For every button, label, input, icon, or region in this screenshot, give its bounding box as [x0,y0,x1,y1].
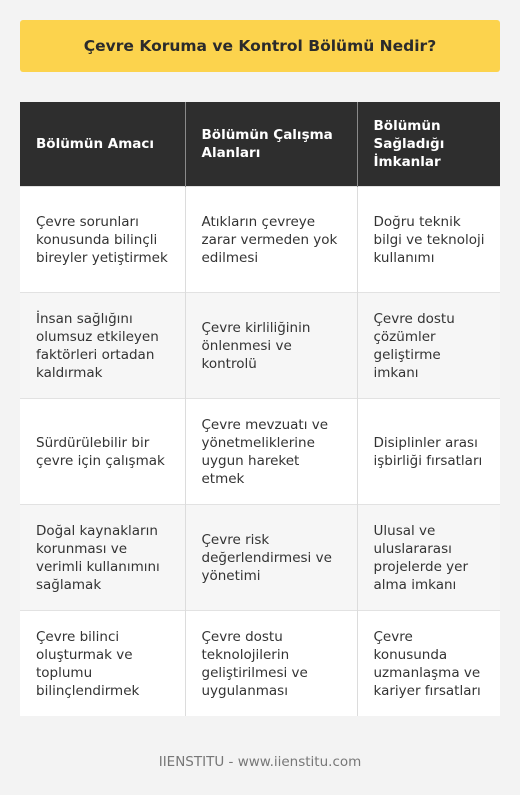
column-header-imkanlar: Bölümün Sağladığı İmkanlar [357,102,500,187]
column-header-amac: Bölümün Amacı [20,102,185,187]
table-cell: Disiplinler arası işbirliği fırsatları [357,399,500,505]
table-row [20,611,500,717]
table-row [20,187,500,293]
table-cell: Çevre kirliliğinin önlenmesi ve kontrolü [185,293,357,399]
table-cell: İnsan sağlığını olumsuz etkileyen faktörleri ortadan kaldırmak [20,293,185,399]
table-cell: Doğal kaynakların korunması ve verimli kullanımını sağlamak [20,505,185,611]
page-title: Çevre Koruma ve Kontrol Bölümü Nedir? [83,37,437,55]
table-cell: Çevre dostu çözümler geliştirme imkanı [357,293,500,399]
info-table [20,102,500,716]
title-banner [20,20,500,72]
table-cell: Çevre dostu teknolojilerin geliştirilmesi ve uygulanması [185,611,357,717]
table-header-row [20,102,500,187]
table-row [20,293,500,399]
table-cell: Sürdürülebilir bir çevre için çalışmak [20,399,185,505]
table-cell: Atıkların çevreye zarar vermeden yok edilmesi [185,187,357,293]
table-cell: Ulusal ve uluslararası projelerde yer alma imkanı [357,505,500,611]
table-cell: Çevre risk değerlendirmesi ve yönetimi [185,505,357,611]
table-row [20,505,500,611]
table-cell: Çevre mevzuatı ve yönetmeliklerine uygun hareket etmek [185,399,357,505]
table-cell: Çevre sorunları konusunda bilinçli bireyler yetiştirmek [20,187,185,293]
table-cell: Çevre konusunda uzmanlaşma ve kariyer fırsatları [357,611,500,717]
table-cell: Doğru teknik bilgi ve teknoloji kullanımı [357,187,500,293]
table-row [20,399,500,505]
footer-credit: IIENSTITU - www.iienstitu.com [158,754,362,770]
table-cell: Çevre bilinci oluşturmak ve toplumu bilinçlendirmek [20,611,185,717]
column-header-calisma-alanlari: Bölümün Çalışma Alanları [185,102,357,187]
